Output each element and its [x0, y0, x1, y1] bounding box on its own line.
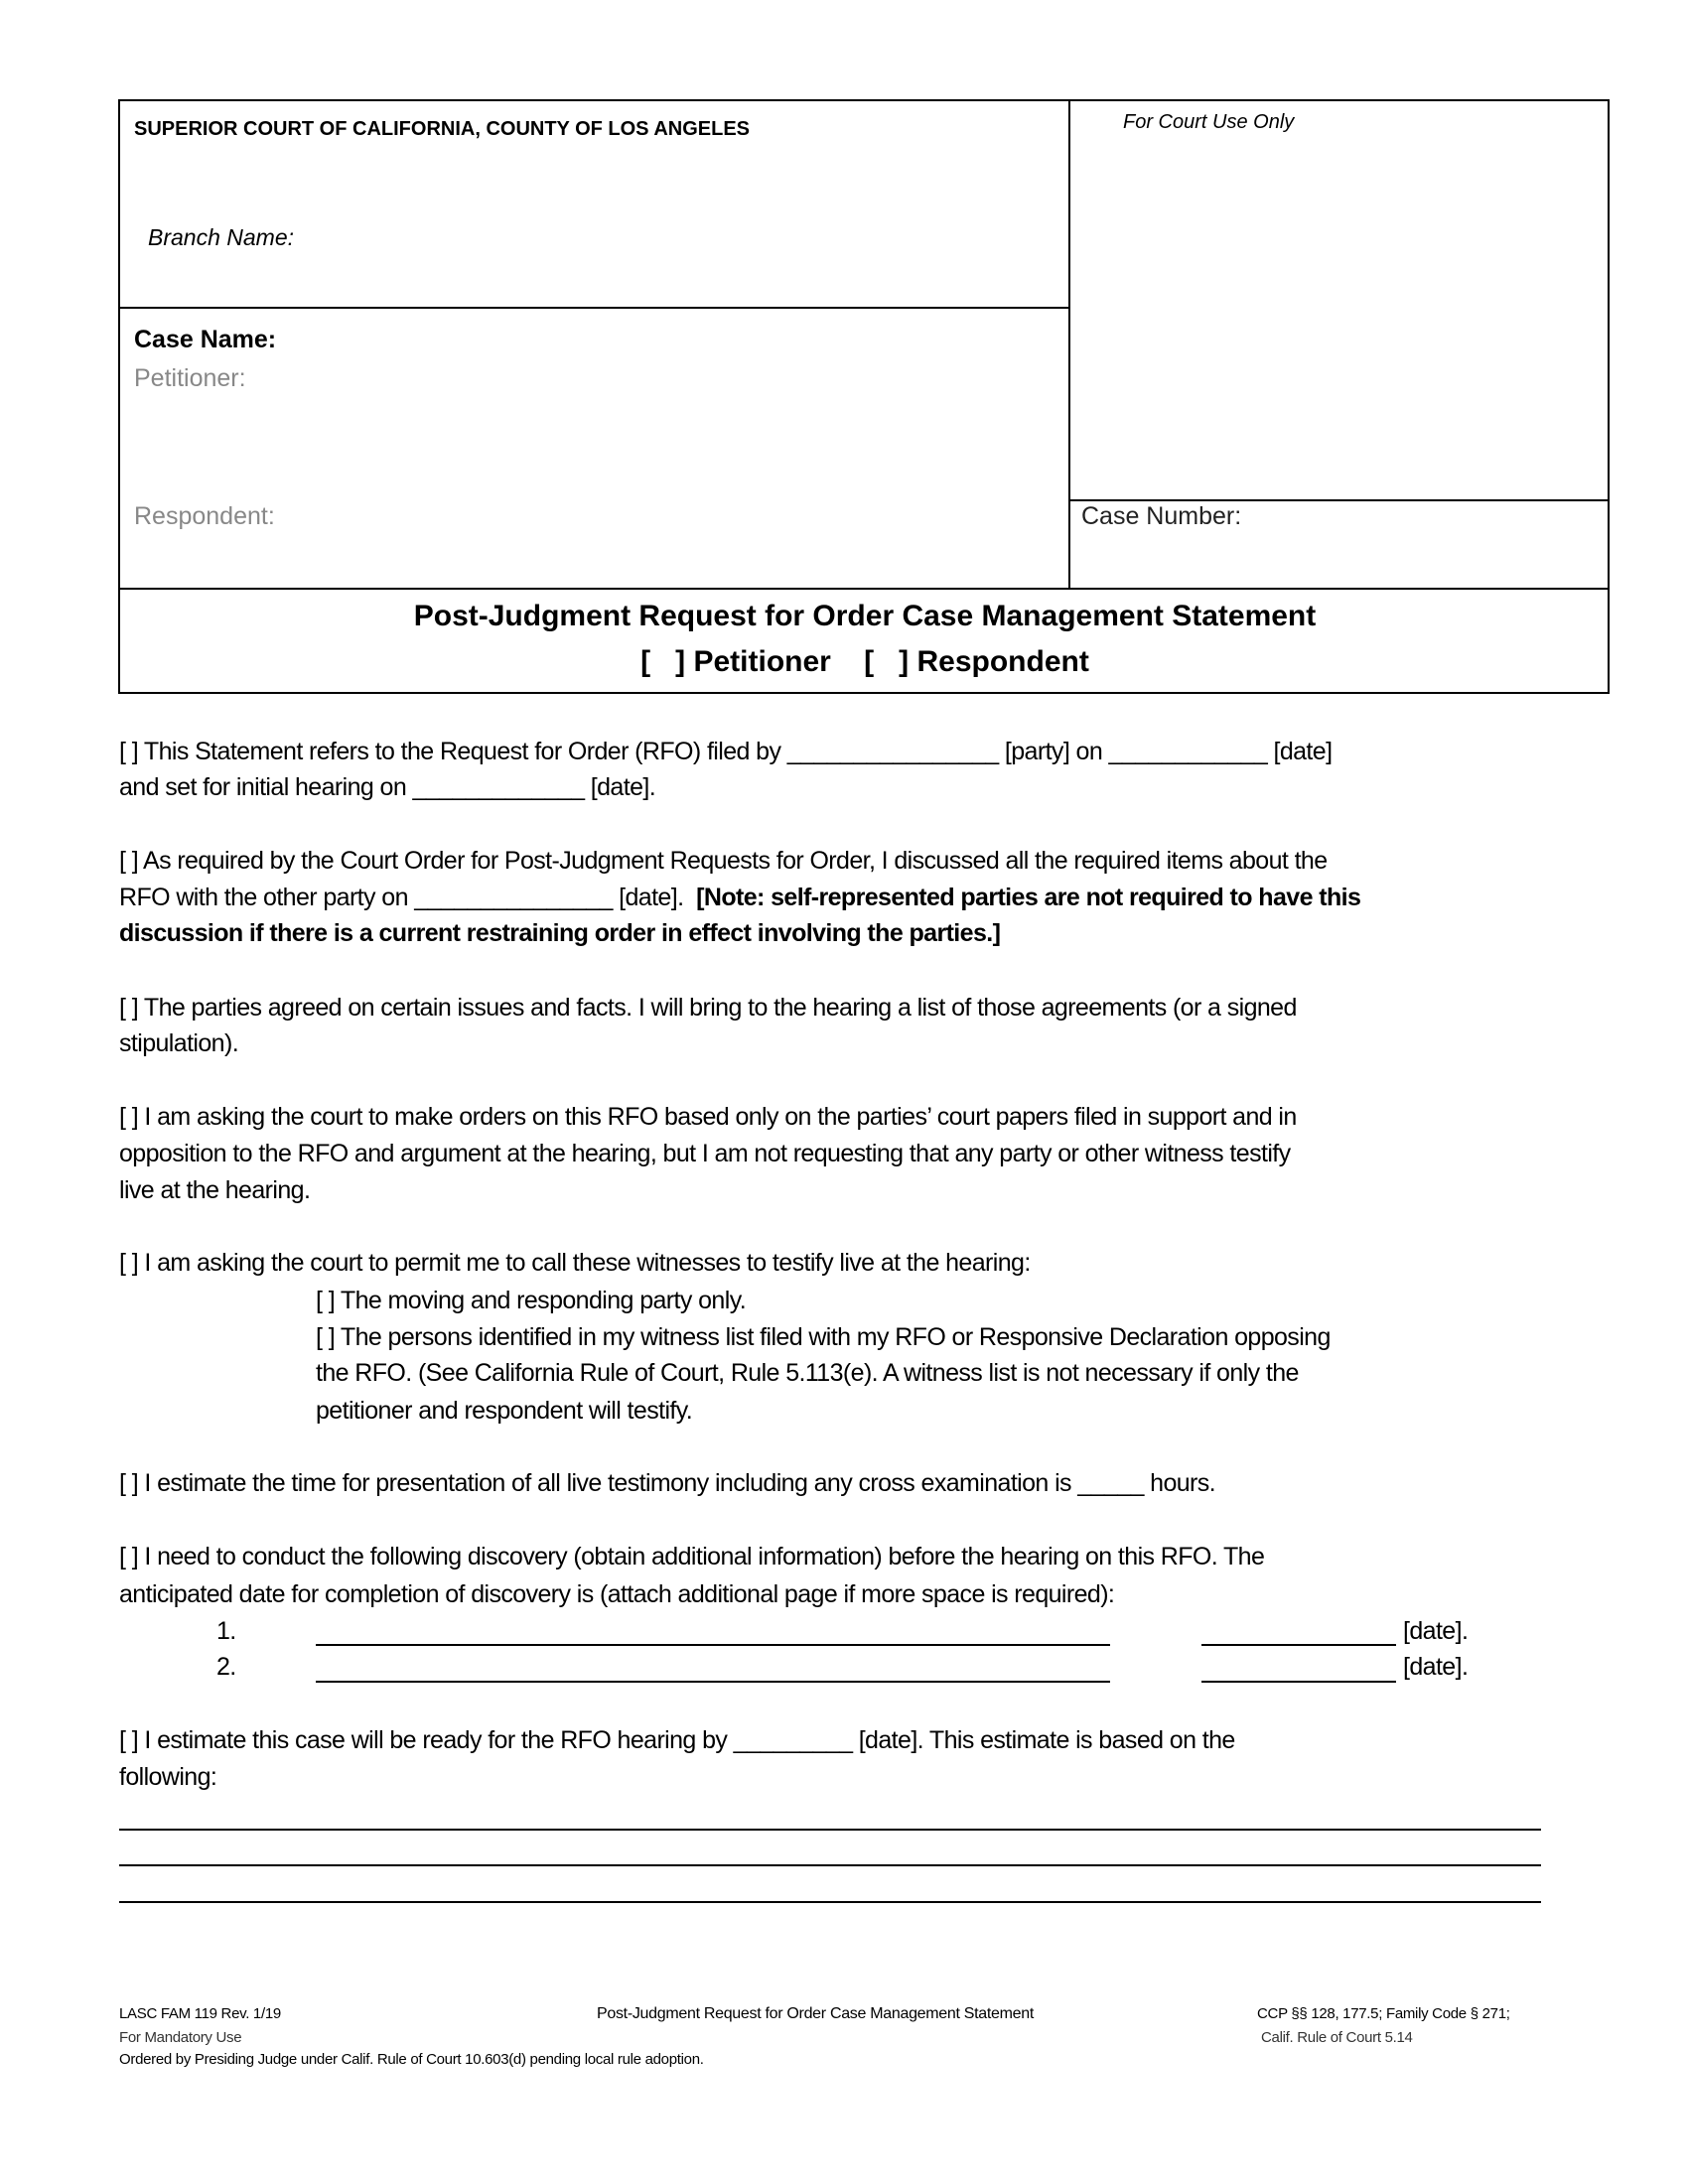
explanation-field-line[interactable]	[119, 1864, 1541, 1866]
testimony-time-line[interactable]: [ ] I estimate the time for presentation of all live testimony including any cross examination is _____ hours.	[119, 1469, 1216, 1497]
caption-box	[118, 99, 1610, 694]
explanation-field-line[interactable]	[119, 1829, 1541, 1831]
party-checkboxes[interactable]: [ ] Petitioner [ ] Respondent	[640, 645, 1089, 678]
branch-name-field[interactable]: Branch Name:	[148, 224, 295, 250]
witness-line[interactable]: [ ] I am asking the court to permit me to call these witnesses to testify live at the hearing:	[119, 1249, 1031, 1277]
respondent-field[interactable]: Respondent:	[134, 502, 275, 530]
form-title: Post-Judgment Request for Order Case Management Statement	[413, 600, 1317, 632]
discovery-line: anticipated date for completion of discovery is (attach additional page if more space is required):	[119, 1580, 1115, 1608]
mandatory-use: For Mandatory Use	[119, 2029, 242, 2046]
ordered-note: Ordered by Presiding Judge under Calif. Rule of Court 10.603(d) pending local rule adoption.	[119, 2051, 704, 2068]
discovery-line[interactable]: [ ] I need to conduct the following discovery (obtain additional information) before the hearing on this RFO. The	[119, 1543, 1265, 1570]
discovery-item-field[interactable]	[316, 1681, 1110, 1683]
discovery-item-field[interactable]	[316, 1644, 1110, 1646]
footer-title: Post-Judgment Request for Order Case Management Statement	[597, 2005, 1035, 2022]
discovery-item-number: 2.	[216, 1653, 236, 1681]
divider	[1068, 101, 1070, 589]
ready-estimate-line[interactable]: [ ] I estimate this case will be ready for the RFO hearing by _________ [date]. This estimate is based on the	[119, 1726, 1235, 1754]
citation: CCP §§ 128, 177.5; Family Code § 271;	[1257, 2005, 1510, 2022]
discussion-line[interactable]: [ ] As required by the Court Order for Post-Judgment Requests for Order, I discussed all the required items about the	[119, 847, 1328, 875]
citation: Calif. Rule of Court 5.14	[1261, 2029, 1413, 2046]
divider	[1068, 499, 1610, 501]
discovery-date-field[interactable]	[1201, 1644, 1396, 1646]
discussion-date[interactable]: RFO with the other party on _______________ [date].	[119, 884, 684, 911]
divider	[120, 588, 1610, 590]
discovery-item-number: 1.	[216, 1617, 236, 1645]
note-text: [Note: self-represented parties are not required to have this	[696, 884, 1361, 911]
papers-only-line: opposition to the RFO and argument at the hearing, but I am not requesting that any party or other witness testify	[119, 1140, 1291, 1167]
witness-option-list-text: the RFO. (See California Rule of Court, Rule 5.113(e). A witness list is not necessary if only the	[316, 1359, 1299, 1387]
witness-option-parties[interactable]: [ ] The moving and responding party only.	[316, 1287, 747, 1314]
papers-only-line[interactable]: [ ] I am asking the court to make orders on this RFO based only on the parties’ court papers filed in support and in	[119, 1103, 1297, 1131]
statement-line[interactable]: [ ] This Statement refers to the Request for Order (RFO) filed by ________________ [party] on ____________ [date]	[119, 738, 1333, 765]
discussion-line[interactable]	[119, 883, 1360, 912]
note-text: discussion if there is a current restraining order in effect involving the parties.]	[119, 919, 1001, 947]
case-name-label: Case Name:	[134, 326, 277, 353]
court-use-label: For Court Use Only	[1123, 111, 1295, 133]
court-name: SUPERIOR COURT OF CALIFORNIA, COUNTY OF LOS ANGELES	[134, 118, 751, 140]
divider	[120, 307, 1069, 309]
papers-only-line: live at the hearing.	[119, 1176, 311, 1204]
witness-option-list[interactable]: [ ] The persons identified in my witness list filed with my RFO or Responsive Declaration opposing	[316, 1323, 1331, 1351]
explanation-field-line[interactable]	[119, 1901, 1541, 1903]
agreement-line[interactable]: [ ] The parties agreed on certain issues and facts. I will bring to the hearing a list of those agreements (or a signed	[119, 994, 1297, 1022]
form-id: LASC FAM 119 Rev. 1/19	[119, 2005, 281, 2022]
discovery-date-field[interactable]	[1201, 1681, 1396, 1683]
statement-line[interactable]: and set for initial hearing on _____________ [date].	[119, 773, 656, 801]
petitioner-field[interactable]: Petitioner:	[134, 364, 246, 392]
witness-option-list-text: petitioner and respondent will testify.	[316, 1397, 693, 1425]
date-label: [date].	[1403, 1653, 1469, 1681]
ready-estimate-line: following:	[119, 1763, 217, 1791]
case-number-field[interactable]: Case Number:	[1081, 502, 1242, 530]
agreement-line: stipulation).	[119, 1029, 239, 1057]
date-label: [date].	[1403, 1617, 1469, 1645]
